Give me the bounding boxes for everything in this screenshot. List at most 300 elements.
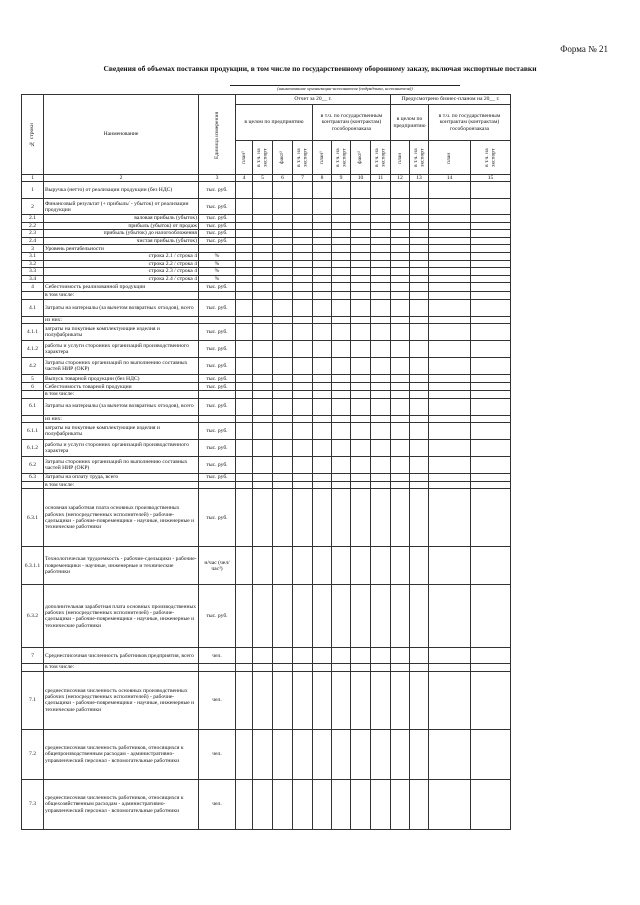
value-cell[interactable] [332, 358, 351, 375]
value-cell[interactable] [391, 299, 410, 316]
value-cell[interactable] [236, 648, 253, 664]
value-cell[interactable] [391, 648, 410, 664]
value-cell[interactable] [253, 358, 273, 375]
value-cell[interactable] [332, 474, 351, 482]
value-cell[interactable] [429, 245, 471, 253]
value-cell[interactable] [371, 268, 391, 276]
value-cell[interactable] [391, 415, 410, 422]
value-cell[interactable] [371, 779, 391, 829]
value-cell[interactable] [253, 245, 273, 253]
value-cell[interactable] [391, 199, 410, 215]
value-cell[interactable] [273, 440, 293, 457]
value-cell[interactable] [236, 415, 253, 422]
value-cell[interactable] [429, 648, 471, 664]
value-cell[interactable] [332, 199, 351, 215]
value-cell[interactable] [236, 215, 253, 223]
value-cell[interactable] [253, 222, 273, 230]
value-cell[interactable] [391, 423, 410, 440]
value-cell[interactable] [236, 547, 253, 585]
value-cell[interactable] [253, 375, 273, 383]
value-cell[interactable] [371, 383, 391, 391]
value-cell[interactable] [391, 440, 410, 457]
value-cell[interactable] [429, 237, 471, 245]
value-cell[interactable] [471, 222, 511, 230]
value-cell[interactable] [429, 253, 471, 261]
value-cell[interactable] [371, 547, 391, 585]
value-cell[interactable] [351, 729, 371, 779]
value-cell[interactable] [371, 648, 391, 664]
value-cell[interactable] [273, 648, 293, 664]
value-cell[interactable] [471, 585, 511, 648]
value-cell[interactable] [429, 664, 471, 671]
value-cell[interactable] [236, 729, 253, 779]
value-cell[interactable] [236, 275, 253, 283]
value-cell[interactable] [313, 664, 332, 671]
value-cell[interactable] [313, 358, 332, 375]
value-cell[interactable] [410, 729, 429, 779]
value-cell[interactable] [471, 664, 511, 671]
value-cell[interactable] [429, 440, 471, 457]
value-cell[interactable] [351, 383, 371, 391]
value-cell[interactable] [391, 489, 410, 547]
value-cell[interactable] [471, 324, 511, 341]
value-cell[interactable] [410, 440, 429, 457]
value-cell[interactable] [471, 237, 511, 245]
value-cell[interactable] [313, 779, 332, 829]
value-cell[interactable] [351, 275, 371, 283]
value-cell[interactable] [253, 383, 273, 391]
value-cell[interactable] [293, 547, 313, 585]
value-cell[interactable] [410, 245, 429, 253]
value-cell[interactable] [313, 275, 332, 283]
value-cell[interactable] [332, 253, 351, 261]
value-cell[interactable] [429, 383, 471, 391]
value-cell[interactable] [429, 729, 471, 779]
value-cell[interactable] [293, 664, 313, 671]
value-cell[interactable] [293, 648, 313, 664]
value-cell[interactable] [371, 316, 391, 323]
value-cell[interactable] [351, 324, 371, 341]
value-cell[interactable] [429, 199, 471, 215]
value-cell[interactable] [236, 182, 253, 199]
value-cell[interactable] [471, 482, 511, 489]
value-cell[interactable] [391, 268, 410, 276]
value-cell[interactable] [236, 391, 253, 398]
value-cell[interactable] [253, 237, 273, 245]
value-cell[interactable] [293, 182, 313, 199]
value-cell[interactable] [332, 547, 351, 585]
value-cell[interactable] [273, 299, 293, 316]
value-cell[interactable] [351, 779, 371, 829]
value-cell[interactable] [273, 324, 293, 341]
value-cell[interactable] [273, 547, 293, 585]
value-cell[interactable] [351, 237, 371, 245]
value-cell[interactable] [332, 260, 351, 268]
value-cell[interactable] [253, 324, 273, 341]
value-cell[interactable] [332, 375, 351, 383]
value-cell[interactable] [410, 585, 429, 648]
value-cell[interactable] [351, 423, 371, 440]
value-cell[interactable] [236, 358, 253, 375]
value-cell[interactable] [293, 415, 313, 422]
value-cell[interactable] [471, 729, 511, 779]
value-cell[interactable] [351, 222, 371, 230]
value-cell[interactable] [371, 415, 391, 422]
value-cell[interactable] [293, 398, 313, 415]
value-cell[interactable] [236, 222, 253, 230]
value-cell[interactable] [332, 423, 351, 440]
value-cell[interactable] [371, 341, 391, 358]
value-cell[interactable] [293, 489, 313, 547]
value-cell[interactable] [253, 547, 273, 585]
value-cell[interactable] [273, 671, 293, 729]
value-cell[interactable] [351, 215, 371, 223]
value-cell[interactable] [313, 215, 332, 223]
value-cell[interactable] [410, 648, 429, 664]
value-cell[interactable] [236, 260, 253, 268]
value-cell[interactable] [429, 341, 471, 358]
value-cell[interactable] [273, 199, 293, 215]
value-cell[interactable] [313, 547, 332, 585]
value-cell[interactable] [293, 237, 313, 245]
value-cell[interactable] [293, 383, 313, 391]
value-cell[interactable] [371, 275, 391, 283]
value-cell[interactable] [313, 268, 332, 276]
value-cell[interactable] [253, 729, 273, 779]
value-cell[interactable] [313, 222, 332, 230]
value-cell[interactable] [313, 292, 332, 299]
value-cell[interactable] [429, 482, 471, 489]
value-cell[interactable] [391, 324, 410, 341]
value-cell[interactable] [253, 341, 273, 358]
value-cell[interactable] [313, 375, 332, 383]
value-cell[interactable] [253, 283, 273, 292]
value-cell[interactable] [313, 283, 332, 292]
value-cell[interactable] [273, 585, 293, 648]
value-cell[interactable] [332, 482, 351, 489]
value-cell[interactable] [371, 375, 391, 383]
value-cell[interactable] [332, 316, 351, 323]
value-cell[interactable] [253, 199, 273, 215]
value-cell[interactable] [391, 383, 410, 391]
value-cell[interactable] [429, 283, 471, 292]
value-cell[interactable] [471, 316, 511, 323]
value-cell[interactable] [391, 275, 410, 283]
value-cell[interactable] [332, 215, 351, 223]
value-cell[interactable] [332, 292, 351, 299]
value-cell[interactable] [410, 358, 429, 375]
value-cell[interactable] [351, 440, 371, 457]
value-cell[interactable] [471, 457, 511, 474]
value-cell[interactable] [236, 292, 253, 299]
value-cell[interactable] [273, 423, 293, 440]
value-cell[interactable] [371, 671, 391, 729]
value-cell[interactable] [313, 482, 332, 489]
value-cell[interactable] [293, 316, 313, 323]
value-cell[interactable] [273, 237, 293, 245]
value-cell[interactable] [429, 585, 471, 648]
value-cell[interactable] [471, 215, 511, 223]
value-cell[interactable] [371, 292, 391, 299]
value-cell[interactable] [313, 585, 332, 648]
value-cell[interactable] [429, 275, 471, 283]
value-cell[interactable] [273, 260, 293, 268]
value-cell[interactable] [273, 358, 293, 375]
value-cell[interactable] [313, 182, 332, 199]
value-cell[interactable] [273, 292, 293, 299]
value-cell[interactable] [293, 299, 313, 316]
value-cell[interactable] [332, 415, 351, 422]
value-cell[interactable] [410, 423, 429, 440]
value-cell[interactable] [293, 253, 313, 261]
value-cell[interactable] [371, 474, 391, 482]
value-cell[interactable] [273, 268, 293, 276]
value-cell[interactable] [471, 341, 511, 358]
value-cell[interactable] [273, 398, 293, 415]
value-cell[interactable] [293, 779, 313, 829]
value-cell[interactable] [351, 299, 371, 316]
value-cell[interactable] [429, 316, 471, 323]
value-cell[interactable] [391, 260, 410, 268]
value-cell[interactable] [410, 199, 429, 215]
value-cell[interactable] [351, 341, 371, 358]
value-cell[interactable] [253, 415, 273, 422]
value-cell[interactable] [351, 283, 371, 292]
value-cell[interactable] [391, 283, 410, 292]
value-cell[interactable] [471, 547, 511, 585]
value-cell[interactable] [236, 489, 253, 547]
value-cell[interactable] [371, 398, 391, 415]
value-cell[interactable] [371, 423, 391, 440]
value-cell[interactable] [236, 316, 253, 323]
value-cell[interactable] [236, 375, 253, 383]
value-cell[interactable] [471, 383, 511, 391]
value-cell[interactable] [313, 341, 332, 358]
value-cell[interactable] [351, 547, 371, 585]
value-cell[interactable] [410, 547, 429, 585]
value-cell[interactable] [351, 391, 371, 398]
value-cell[interactable] [293, 215, 313, 223]
value-cell[interactable] [253, 474, 273, 482]
value-cell[interactable] [273, 245, 293, 253]
value-cell[interactable] [429, 474, 471, 482]
value-cell[interactable] [236, 423, 253, 440]
value-cell[interactable] [410, 482, 429, 489]
value-cell[interactable] [253, 275, 273, 283]
value-cell[interactable] [471, 268, 511, 276]
value-cell[interactable] [332, 275, 351, 283]
value-cell[interactable] [273, 316, 293, 323]
value-cell[interactable] [236, 237, 253, 245]
value-cell[interactable] [391, 457, 410, 474]
value-cell[interactable] [391, 391, 410, 398]
value-cell[interactable] [391, 547, 410, 585]
value-cell[interactable] [293, 260, 313, 268]
value-cell[interactable] [371, 199, 391, 215]
value-cell[interactable] [332, 398, 351, 415]
value-cell[interactable] [293, 482, 313, 489]
value-cell[interactable] [253, 230, 273, 238]
value-cell[interactable] [236, 474, 253, 482]
value-cell[interactable] [332, 489, 351, 547]
value-cell[interactable] [273, 230, 293, 238]
value-cell[interactable] [236, 283, 253, 292]
value-cell[interactable] [332, 283, 351, 292]
value-cell[interactable] [253, 648, 273, 664]
value-cell[interactable] [236, 199, 253, 215]
value-cell[interactable] [351, 358, 371, 375]
value-cell[interactable] [236, 585, 253, 648]
value-cell[interactable] [410, 324, 429, 341]
value-cell[interactable] [410, 222, 429, 230]
value-cell[interactable] [332, 237, 351, 245]
value-cell[interactable] [293, 292, 313, 299]
value-cell[interactable] [332, 182, 351, 199]
value-cell[interactable] [293, 222, 313, 230]
value-cell[interactable] [253, 215, 273, 223]
value-cell[interactable] [471, 398, 511, 415]
value-cell[interactable] [410, 779, 429, 829]
value-cell[interactable] [371, 489, 391, 547]
value-cell[interactable] [471, 648, 511, 664]
value-cell[interactable] [293, 391, 313, 398]
value-cell[interactable] [253, 440, 273, 457]
value-cell[interactable] [429, 457, 471, 474]
value-cell[interactable] [391, 215, 410, 223]
value-cell[interactable] [371, 664, 391, 671]
value-cell[interactable] [313, 648, 332, 664]
value-cell[interactable] [273, 664, 293, 671]
value-cell[interactable] [471, 292, 511, 299]
value-cell[interactable] [332, 299, 351, 316]
value-cell[interactable] [429, 268, 471, 276]
value-cell[interactable] [391, 585, 410, 648]
value-cell[interactable] [332, 230, 351, 238]
value-cell[interactable] [391, 358, 410, 375]
value-cell[interactable] [471, 415, 511, 422]
value-cell[interactable] [371, 324, 391, 341]
value-cell[interactable] [313, 671, 332, 729]
value-cell[interactable] [273, 253, 293, 261]
value-cell[interactable] [293, 440, 313, 457]
value-cell[interactable] [410, 316, 429, 323]
value-cell[interactable] [410, 375, 429, 383]
value-cell[interactable] [293, 268, 313, 276]
value-cell[interactable] [273, 415, 293, 422]
value-cell[interactable] [273, 474, 293, 482]
value-cell[interactable] [332, 648, 351, 664]
value-cell[interactable] [253, 260, 273, 268]
value-cell[interactable] [332, 268, 351, 276]
value-cell[interactable] [351, 457, 371, 474]
value-cell[interactable] [471, 260, 511, 268]
value-cell[interactable] [236, 779, 253, 829]
value-cell[interactable] [332, 671, 351, 729]
value-cell[interactable] [351, 648, 371, 664]
value-cell[interactable] [253, 268, 273, 276]
value-cell[interactable] [293, 324, 313, 341]
value-cell[interactable] [410, 391, 429, 398]
value-cell[interactable] [429, 398, 471, 415]
value-cell[interactable] [253, 253, 273, 261]
value-cell[interactable] [293, 423, 313, 440]
value-cell[interactable] [471, 253, 511, 261]
value-cell[interactable] [351, 482, 371, 489]
value-cell[interactable] [371, 260, 391, 268]
value-cell[interactable] [313, 199, 332, 215]
value-cell[interactable] [313, 245, 332, 253]
value-cell[interactable] [351, 489, 371, 547]
value-cell[interactable] [293, 245, 313, 253]
value-cell[interactable] [253, 457, 273, 474]
value-cell[interactable] [471, 423, 511, 440]
value-cell[interactable] [236, 341, 253, 358]
value-cell[interactable] [313, 423, 332, 440]
value-cell[interactable] [253, 489, 273, 547]
value-cell[interactable] [429, 779, 471, 829]
value-cell[interactable] [293, 275, 313, 283]
value-cell[interactable] [391, 729, 410, 779]
value-cell[interactable] [253, 671, 273, 729]
value-cell[interactable] [351, 671, 371, 729]
value-cell[interactable] [410, 299, 429, 316]
value-cell[interactable] [273, 341, 293, 358]
value-cell[interactable] [273, 457, 293, 474]
value-cell[interactable] [273, 391, 293, 398]
value-cell[interactable] [410, 260, 429, 268]
value-cell[interactable] [332, 245, 351, 253]
value-cell[interactable] [273, 779, 293, 829]
value-cell[interactable] [313, 260, 332, 268]
value-cell[interactable] [313, 324, 332, 341]
value-cell[interactable] [471, 779, 511, 829]
value-cell[interactable] [351, 316, 371, 323]
value-cell[interactable] [371, 440, 391, 457]
value-cell[interactable] [313, 440, 332, 457]
value-cell[interactable] [410, 664, 429, 671]
value-cell[interactable] [429, 415, 471, 422]
value-cell[interactable] [313, 474, 332, 482]
value-cell[interactable] [471, 245, 511, 253]
value-cell[interactable] [371, 585, 391, 648]
value-cell[interactable] [371, 230, 391, 238]
value-cell[interactable] [293, 375, 313, 383]
value-cell[interactable] [253, 316, 273, 323]
value-cell[interactable] [371, 729, 391, 779]
value-cell[interactable] [293, 474, 313, 482]
value-cell[interactable] [410, 457, 429, 474]
value-cell[interactable] [371, 222, 391, 230]
value-cell[interactable] [471, 358, 511, 375]
value-cell[interactable] [429, 547, 471, 585]
value-cell[interactable] [332, 440, 351, 457]
value-cell[interactable] [313, 391, 332, 398]
value-cell[interactable] [313, 729, 332, 779]
value-cell[interactable] [273, 489, 293, 547]
value-cell[interactable] [410, 474, 429, 482]
value-cell[interactable] [429, 260, 471, 268]
value-cell[interactable] [236, 383, 253, 391]
value-cell[interactable] [410, 182, 429, 199]
value-cell[interactable] [371, 237, 391, 245]
value-cell[interactable] [332, 324, 351, 341]
value-cell[interactable] [313, 415, 332, 422]
value-cell[interactable] [429, 182, 471, 199]
value-cell[interactable] [429, 230, 471, 238]
value-cell[interactable] [236, 245, 253, 253]
value-cell[interactable] [253, 482, 273, 489]
value-cell[interactable] [410, 671, 429, 729]
